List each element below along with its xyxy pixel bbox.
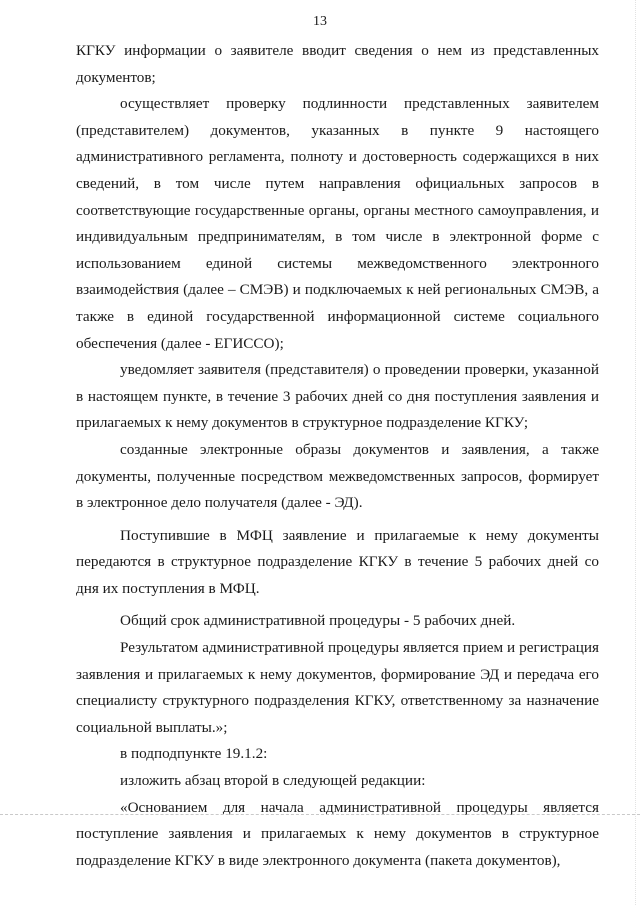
document-body	[76, 38, 599, 874]
scan-artifact-line	[0, 814, 640, 815]
page-edge	[635, 0, 636, 905]
paragraph-new-edition: изложить абзац второй в следующей редакции:	[120, 772, 426, 790]
paragraph-electronic-images: созданные электронные образы документов и заявления, а также документы, полученные посредством межведомственных запросов, формирует в электронное дело получателя (далее - ЭД).	[76, 440, 599, 512]
paragraph-applicant-info: КГКУ информации о заявителе вводит сведения о нем из представленных документов;	[76, 42, 599, 86]
page-number: 13	[313, 14, 327, 29]
paragraph-total-term: Общий срок административной процедуры - 5 рабочих дней.	[120, 612, 516, 630]
paragraph-subsubclause: в подподпункте 19.1.2:	[120, 745, 268, 763]
paragraph-result: Результатом административной процедуры является прием и регистрация заявления и прилагаемых к нему документов, формирование ЭД и передача его специалисту структурного подразделения КГКУ, ответственному за назначение социальной выплаты.»;	[76, 639, 599, 736]
paragraph-notification: уведомляет заявителя (представителя) о проведении проверки, указанной в настоящем пункте, в течение 3 рабочих дней со дня поступления заявления и прилагаемых к нему документов в структурное подразделение КГКУ;	[76, 361, 599, 432]
paragraph-mfc-transfer: Поступившие в МФЦ заявление и прилагаемые к нему документы передаются в структурное подразделение КГКУ в течение 5 рабочих дней со дня их поступления в МФЦ.	[76, 526, 599, 597]
paragraph-basis-quote: «Основанием для начала административной процедуры является поступление заявления и прилагаемых к нему документов в структурное подразделение КГКУ в виде электронного документа (пакета документов),	[76, 798, 599, 869]
paragraph-verification: осуществляет проверку подлинности представленных заявителем (представителем) документов, указанных в пункте 9 настоящего административного регламента, полноту и достоверность содержащихся в них сведений, в том числе путем направления официальных запросов в соответствующие государственные органы, органы местного самоуправления, и индивидуальным предпринимателям, в том числе в электронной форме с использованием единой системы межведомственного электронного взаимодействия (далее – СМЭВ) и подключаемых к ней региональных СМЭВ, а также в единой государственной информационной системе социального обеспечения (далее - ЕГИССО);	[76, 95, 599, 352]
